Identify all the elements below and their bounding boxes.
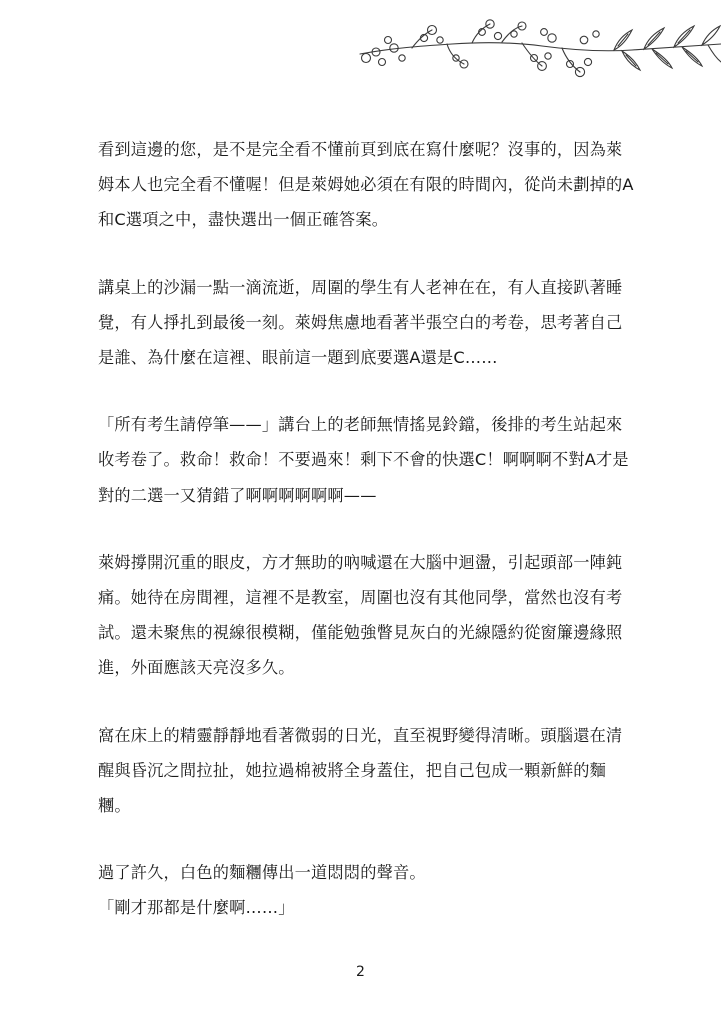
dialogue-line: 「剛才那都是什麼啊……」 bbox=[98, 898, 295, 918]
paragraph: 萊姆撐開沉重的眼皮，方才無助的吶喊還在大腦中迴盪，引起頭部一陣鈍痛。她待在房間裡，這裡不是教室，周圍也沒有其他同學，當然也沒有考試。還未聚焦的視線很模糊，僅能勉強瞥見灰白的光線隱約從窗簾邊緣照進，外面應該天亮沒多久。 bbox=[98, 552, 623, 678]
page-number: 2 bbox=[356, 964, 365, 980]
paragraph: 過了許久，白色的麵糰傳出一道悶悶的聲音。 bbox=[98, 863, 426, 883]
paragraph: 窩在床上的精靈靜靜地看著微弱的日光，直至視野變得清晰。頭腦還在清醒與昏沉之間拉扯，她拉過棉被將全身蓋住，把自己包成一顆新鮮的麵糰。 bbox=[98, 725, 623, 816]
paragraph: 講桌上的沙漏一點一滴流逝，周圍的學生有人老神在在，有人直接趴著睡覺，有人掙扎到最後一刻。萊姆焦慮地看著半張空白的考卷，思考著自己是誰、為什麼在這裡、眼前這一題到底要選A還是C…… bbox=[98, 277, 623, 368]
body-text bbox=[98, 132, 638, 926]
vine-ornament-icon bbox=[352, 18, 721, 90]
paragraph: 看到這邊的您，是不是完全看不懂前頁到底在寫什麼呢？沒事的，因為萊姆本人也完全看不懂喔！但是萊姆她必須在有限的時間內，從尚未劃掉的A和C選項之中，盡快選出一個正確答案。 bbox=[98, 140, 634, 230]
paragraph: 「所有考生請停筆——」講台上的老師無情搖晃鈴鐺，後排的考生站起來收考卷了。救命！救命！不要過來！剩下不會的快選C！啊啊啊不對A才是對的二選一又猜錯了啊啊啊啊啊啊—— bbox=[98, 415, 629, 505]
